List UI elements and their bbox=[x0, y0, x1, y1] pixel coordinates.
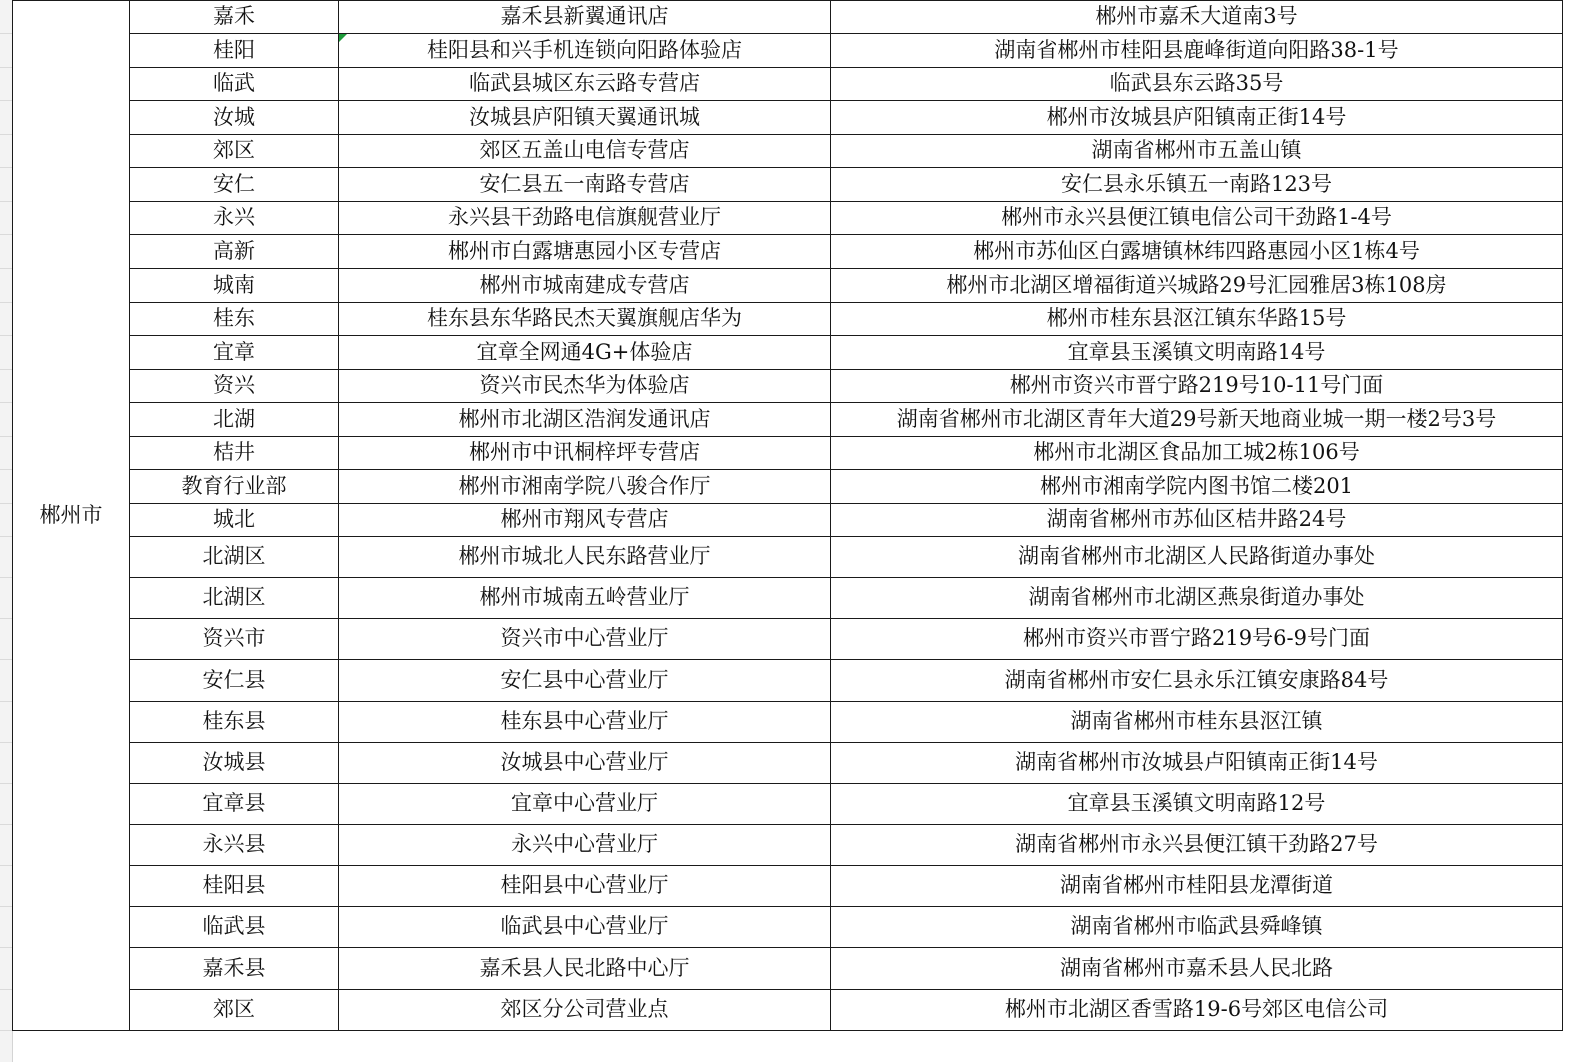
table-row[interactable] bbox=[13, 948, 1563, 990]
area-cell[interactable]: 嘉禾 bbox=[130, 1, 339, 34]
row-divider bbox=[0, 201, 12, 202]
address-cell[interactable]: 郴州市苏仙区白露塘镇林纬四路惠园小区1栋4号 bbox=[831, 235, 1563, 269]
row-divider bbox=[0, 67, 12, 68]
table-row[interactable] bbox=[13, 1, 1563, 34]
table-row[interactable] bbox=[13, 825, 1563, 866]
address-cell[interactable]: 湖南省郴州市嘉禾县人民北路 bbox=[831, 948, 1563, 990]
area-cell[interactable]: 北湖区 bbox=[130, 578, 339, 619]
area-cell[interactable]: 临武县 bbox=[130, 907, 339, 948]
store-name-cell[interactable]: 郴州市城南建成专营店 bbox=[339, 269, 831, 303]
area-cell[interactable]: 桂东 bbox=[130, 303, 339, 336]
store-name-cell[interactable]: 临武县城区东云路专营店 bbox=[339, 68, 831, 101]
store-name-cell[interactable]: 汝城县中心营业厅 bbox=[339, 743, 831, 784]
table-row[interactable] bbox=[13, 269, 1563, 303]
table-row[interactable] bbox=[13, 235, 1563, 269]
area-cell[interactable]: 宜章县 bbox=[130, 784, 339, 825]
table-row[interactable] bbox=[13, 619, 1563, 660]
area-cell[interactable]: 城南 bbox=[130, 269, 339, 303]
address-cell[interactable]: 湖南省郴州市桂阳县龙潭街道 bbox=[831, 866, 1563, 907]
store-name-cell[interactable]: 郊区五盖山电信专营店 bbox=[339, 135, 831, 168]
store-name-cell[interactable]: 资兴市中心营业厅 bbox=[339, 619, 831, 660]
store-name-cell[interactable]: 永兴县干劲路电信旗舰营业厅 bbox=[339, 202, 831, 235]
table-row[interactable] bbox=[13, 990, 1563, 1031]
address-cell[interactable]: 湖南省郴州市北湖区青年大道29号新天地商业城一期一楼2号3号 bbox=[831, 403, 1563, 437]
table-row[interactable] bbox=[13, 403, 1563, 437]
store-name-cell[interactable]: 桂阳县中心营业厅 bbox=[339, 866, 831, 907]
table-row[interactable] bbox=[13, 202, 1563, 235]
table-row[interactable] bbox=[13, 101, 1563, 135]
area-cell[interactable]: 北湖 bbox=[130, 403, 339, 437]
store-name-cell[interactable]: 桂东县东华路民杰天翼旗舰店华为 bbox=[339, 303, 831, 336]
area-cell[interactable]: 高新 bbox=[130, 235, 339, 269]
address-cell[interactable]: 临武县东云路35号 bbox=[831, 68, 1563, 101]
row-divider bbox=[0, 369, 12, 370]
area-cell[interactable]: 嘉禾县 bbox=[130, 948, 339, 990]
row-divider bbox=[0, 536, 12, 537]
store-name-cell[interactable]: 郴州市湘南学院八骏合作厅 bbox=[339, 470, 831, 504]
table-row[interactable] bbox=[13, 866, 1563, 907]
row-divider bbox=[0, 577, 12, 578]
address-cell[interactable]: 安仁县永乐镇五一南路123号 bbox=[831, 168, 1563, 202]
table-row[interactable] bbox=[13, 470, 1563, 504]
city-cell[interactable]: 郴州市 bbox=[13, 1, 130, 1031]
area-cell[interactable]: 教育行业部 bbox=[130, 470, 339, 504]
row-divider bbox=[0, 989, 12, 990]
area-cell[interactable]: 桂阳县 bbox=[130, 866, 339, 907]
store-name-cell[interactable]: 临武县中心营业厅 bbox=[339, 907, 831, 948]
row-divider bbox=[0, 234, 12, 235]
store-name-cell[interactable]: 嘉禾县新翼通讯店 bbox=[339, 1, 831, 34]
address-cell[interactable]: 郴州市桂东县沤江镇东华路15号 bbox=[831, 303, 1563, 336]
store-name-cell[interactable]: 资兴市民杰华为体验店 bbox=[339, 370, 831, 403]
area-cell[interactable]: 城北 bbox=[130, 504, 339, 537]
address-cell[interactable]: 宜章县玉溪镇文明南路12号 bbox=[831, 784, 1563, 825]
row-divider bbox=[0, 302, 12, 303]
address-cell[interactable]: 湖南省郴州市北湖区燕泉街道办事处 bbox=[831, 578, 1563, 619]
address-cell[interactable]: 郴州市北湖区香雪路19-6号郊区电信公司 bbox=[831, 990, 1563, 1031]
store-name-cell[interactable]: 郴州市城北人民东路营业厅 bbox=[339, 537, 831, 578]
table-row[interactable] bbox=[13, 68, 1563, 101]
address-cell[interactable]: 湖南省郴州市桂阳县鹿峰街道向阳路38-1号 bbox=[831, 34, 1563, 68]
address-cell[interactable]: 湖南省郴州市五盖山镇 bbox=[831, 135, 1563, 168]
store-name-cell[interactable]: 宜章中心营业厅 bbox=[339, 784, 831, 825]
row-divider bbox=[0, 436, 12, 437]
store-name-text: 桂阳县和兴手机连锁向阳路体验店 bbox=[427, 37, 742, 62]
row-divider bbox=[0, 1030, 12, 1031]
store-table-body bbox=[13, 1, 1563, 1031]
cell-comment-indicator bbox=[339, 34, 347, 42]
row-divider bbox=[0, 100, 12, 101]
row-divider bbox=[0, 701, 12, 702]
store-name-cell[interactable]: 永兴中心营业厅 bbox=[339, 825, 831, 866]
address-cell[interactable]: 郴州市北湖区增福街道兴城路29号汇园雅居3栋108房 bbox=[831, 269, 1563, 303]
row-divider bbox=[0, 469, 12, 470]
row-divider bbox=[0, 167, 12, 168]
table-row[interactable] bbox=[13, 578, 1563, 619]
area-cell[interactable]: 资兴 bbox=[130, 370, 339, 403]
area-cell[interactable]: 资兴市 bbox=[130, 619, 339, 660]
store-name-cell[interactable] bbox=[339, 34, 831, 68]
row-divider bbox=[0, 134, 12, 135]
store-name-cell[interactable]: 安仁县五一南路专营店 bbox=[339, 168, 831, 202]
address-cell[interactable]: 湖南省郴州市苏仙区桔井路24号 bbox=[831, 504, 1563, 537]
table-row[interactable] bbox=[13, 702, 1563, 743]
address-cell[interactable]: 郴州市北湖区食品加工城2栋106号 bbox=[831, 437, 1563, 470]
area-cell[interactable]: 北湖区 bbox=[130, 537, 339, 578]
address-cell[interactable]: 湖南省郴州市临武县舜峰镇 bbox=[831, 907, 1563, 948]
address-cell[interactable]: 郴州市资兴市晋宁路219号10-11号门面 bbox=[831, 370, 1563, 403]
table-row[interactable] bbox=[13, 135, 1563, 168]
table-row[interactable] bbox=[13, 336, 1563, 370]
spreadsheet-sheet bbox=[12, 0, 1563, 1031]
area-cell[interactable]: 郊区 bbox=[130, 135, 339, 168]
address-cell[interactable]: 郴州市汝城县庐阳镇南正街14号 bbox=[831, 101, 1563, 135]
row-divider bbox=[0, 865, 12, 866]
row-divider bbox=[0, 659, 12, 660]
address-cell[interactable]: 宜章县玉溪镇文明南路14号 bbox=[831, 336, 1563, 370]
area-cell[interactable]: 宜章 bbox=[130, 336, 339, 370]
store-name-cell[interactable]: 汝城县庐阳镇天翼通讯城 bbox=[339, 101, 831, 135]
row-divider bbox=[0, 402, 12, 403]
row-divider bbox=[0, 503, 12, 504]
area-cell[interactable]: 郊区 bbox=[130, 990, 339, 1031]
row-divider bbox=[0, 906, 12, 907]
row-divider bbox=[0, 947, 12, 948]
table-row[interactable] bbox=[13, 784, 1563, 825]
address-cell[interactable]: 湖南省郴州市汝城县卢阳镇南正街14号 bbox=[831, 743, 1563, 784]
row-divider bbox=[0, 335, 12, 336]
area-cell[interactable]: 永兴 bbox=[130, 202, 339, 235]
row-divider bbox=[0, 268, 12, 269]
store-name-cell[interactable]: 桂东县中心营业厅 bbox=[339, 702, 831, 743]
area-cell[interactable]: 汝城县 bbox=[130, 743, 339, 784]
row-divider bbox=[0, 824, 12, 825]
address-cell[interactable]: 郴州市永兴县便江镇电信公司干劲路1-4号 bbox=[831, 202, 1563, 235]
area-cell[interactable]: 安仁 bbox=[130, 168, 339, 202]
area-cell[interactable]: 安仁县 bbox=[130, 660, 339, 702]
store-name-cell[interactable]: 郊区分公司营业点 bbox=[339, 990, 831, 1031]
area-cell[interactable]: 桔井 bbox=[130, 437, 339, 470]
table-row[interactable] bbox=[13, 34, 1563, 68]
address-cell[interactable]: 湖南省郴州市北湖区人民路街道办事处 bbox=[831, 537, 1563, 578]
table-row[interactable] bbox=[13, 907, 1563, 948]
address-cell[interactable]: 湖南省郴州市安仁县永乐江镇安康路84号 bbox=[831, 660, 1563, 702]
row-divider bbox=[0, 618, 12, 619]
table-row[interactable] bbox=[13, 168, 1563, 202]
store-table bbox=[12, 0, 1563, 1031]
table-row[interactable] bbox=[13, 370, 1563, 403]
store-name-cell[interactable]: 郴州市中讯桐梓坪专营店 bbox=[339, 437, 831, 470]
area-cell[interactable]: 永兴县 bbox=[130, 825, 339, 866]
store-name-cell[interactable]: 嘉禾县人民北路中心厅 bbox=[339, 948, 831, 990]
table-row[interactable] bbox=[13, 437, 1563, 470]
area-cell[interactable]: 桂阳 bbox=[130, 34, 339, 68]
area-cell[interactable]: 临武 bbox=[130, 68, 339, 101]
store-name-cell[interactable]: 郴州市北湖区浩润发通讯店 bbox=[339, 403, 831, 437]
store-name-cell[interactable]: 安仁县中心营业厅 bbox=[339, 660, 831, 702]
address-cell[interactable]: 郴州市嘉禾大道南3号 bbox=[831, 1, 1563, 34]
store-name-cell[interactable]: 宜章全网通4G+体验店 bbox=[339, 336, 831, 370]
table-row[interactable] bbox=[13, 303, 1563, 336]
area-cell[interactable]: 汝城 bbox=[130, 101, 339, 135]
row-divider bbox=[0, 783, 12, 784]
store-name-cell[interactable]: 郴州市白露塘惠园小区专营店 bbox=[339, 235, 831, 269]
row-divider bbox=[0, 33, 12, 34]
table-row[interactable] bbox=[13, 504, 1563, 537]
table-row[interactable] bbox=[13, 743, 1563, 784]
table-row[interactable] bbox=[13, 537, 1563, 578]
address-cell[interactable]: 湖南省郴州市永兴县便江镇干劲路27号 bbox=[831, 825, 1563, 866]
table-row[interactable] bbox=[13, 660, 1563, 702]
address-cell[interactable]: 湖南省郴州市桂东县沤江镇 bbox=[831, 702, 1563, 743]
address-cell[interactable]: 郴州市资兴市晋宁路219号6-9号门面 bbox=[831, 619, 1563, 660]
address-cell[interactable]: 郴州市湘南学院内图书馆二楼201 bbox=[831, 470, 1563, 504]
area-cell[interactable]: 桂东县 bbox=[130, 702, 339, 743]
store-name-cell[interactable]: 郴州市翔风专营店 bbox=[339, 504, 831, 537]
store-name-cell[interactable]: 郴州市城南五岭营业厅 bbox=[339, 578, 831, 619]
row-divider bbox=[0, 742, 12, 743]
